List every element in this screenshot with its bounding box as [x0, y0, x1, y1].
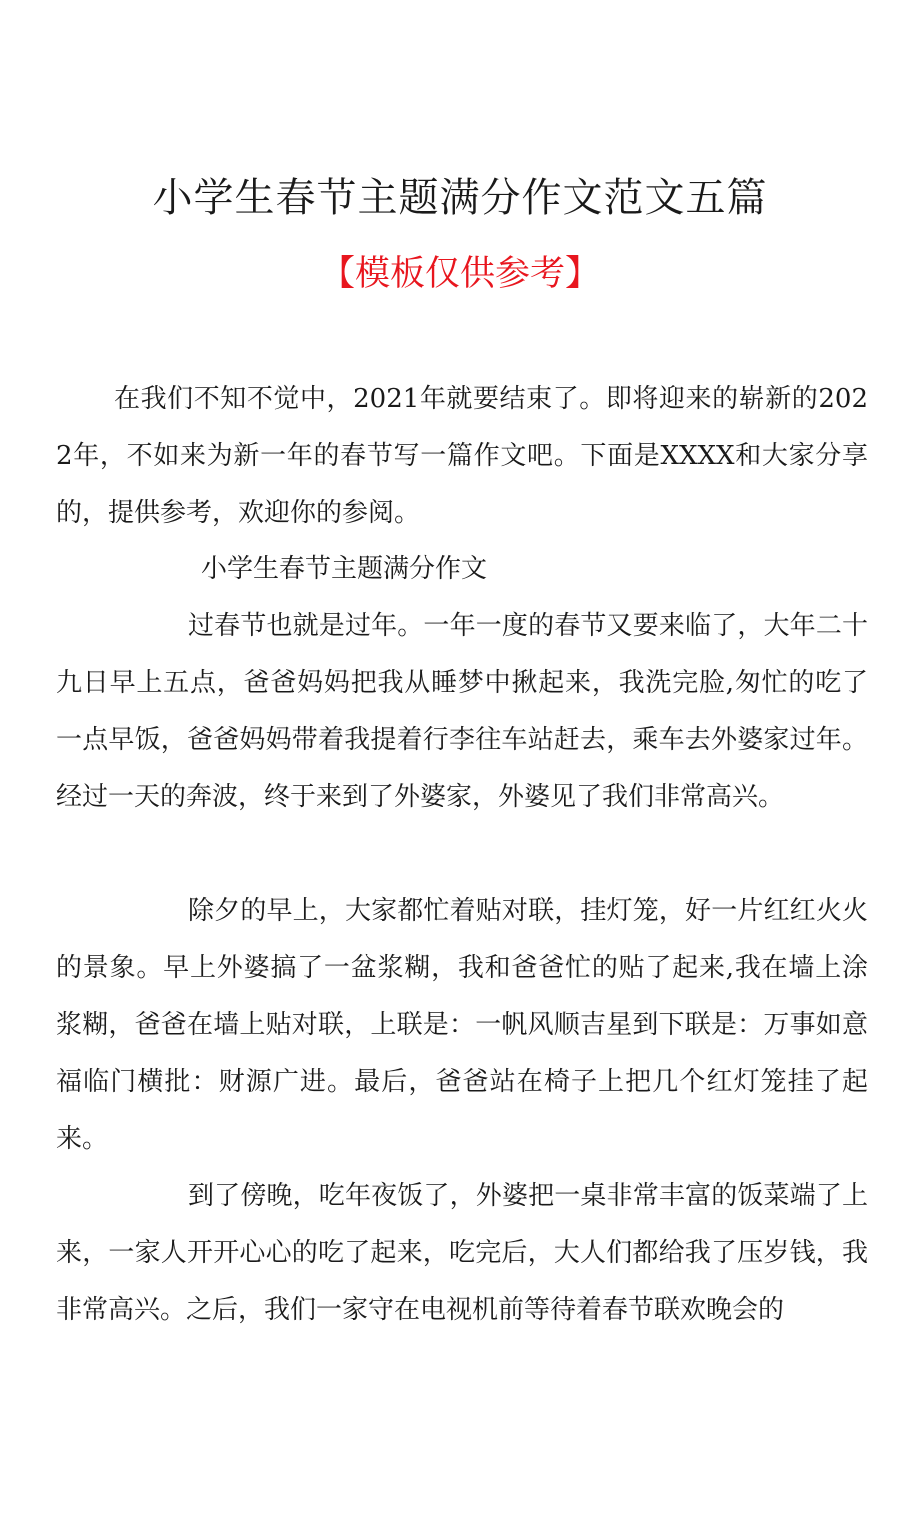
essay-paragraph: 到了傍晚，吃年夜饭了，外婆把一桌非常丰富的饭菜端了上来，一家人开开心心的吃了起来，吃完后，大人们都给我了压岁钱，我非常高兴。之后，我们一家守在电视机前等待着春节联欢晚会的	[56, 1181, 868, 1325]
intro-paragraph: 在我们不知不觉中，2021年就要结束了。即将迎来的崭新的2022年，不如来为新一年的春节写一篇作文吧。下面是XXXX和大家分享的，提供参考，欢迎你的参阅。	[56, 384, 868, 528]
essay-paragraph: 除夕的早上，大家都忙着贴对联，挂灯笼，好一片红红火火的景象。早上外婆搞了一盆浆糊，我和爸爸忙的贴了起来,我在墙上涂浆糊，爸爸在墙上贴对联，上联是：一帆风顺吉星到下联是：万事如意福临门横批：财源广进。最后，爸爸站在椅子上把几个红灯笼挂了起来。	[56, 896, 868, 1154]
document-title: 小学生春节主题满分作文范文五篇	[152, 175, 768, 221]
section-heading: 小学生春节主题满分作文	[201, 554, 488, 584]
essay-paragraph: 过春节也就是过年。一年一度的春节又要来临了，大年二十九日早上五点，爸爸妈妈把我从睡梦中揪起来，我洗完脸,匆忙的吃了一点早饭，爸爸妈妈带着我提着行李往车站赶去，乘车去外婆家过年。经过一天的奔波，终于来到了外婆家，外婆见了我们非常高兴。	[56, 611, 868, 812]
template-notice: 【模板仅供参考】	[319, 254, 600, 294]
